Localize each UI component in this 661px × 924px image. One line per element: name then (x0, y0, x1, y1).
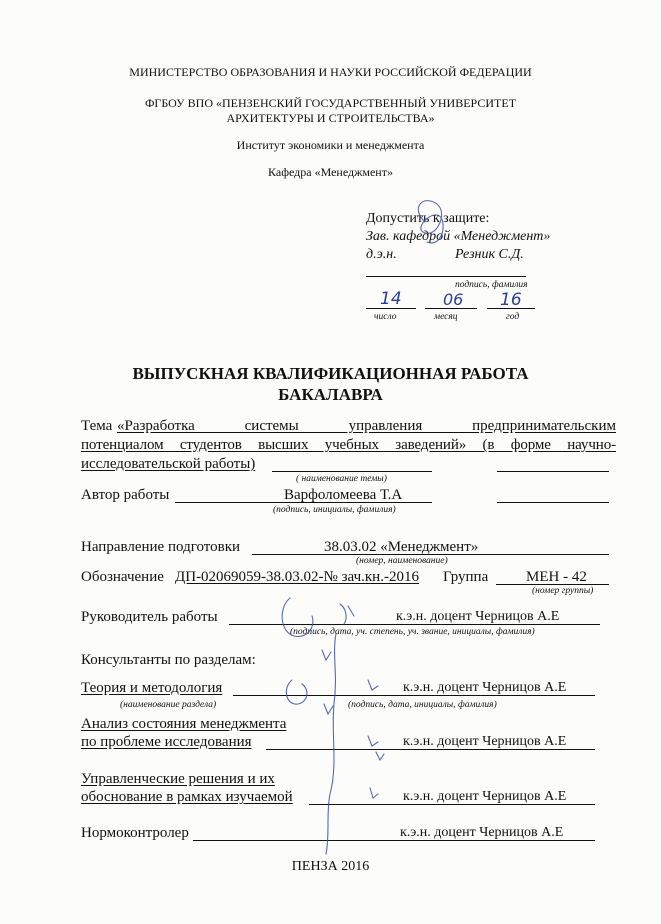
direction-label: Направление подготовки (81, 539, 241, 555)
consultant-3-section-line-1: Управленческие решения и их (81, 771, 275, 787)
supervisor-caption: (подпись, дата, уч. степень, уч. звание, инициалы, фамилия) (290, 627, 535, 637)
consultant-2-value: к.э.н. доцент Черницов А.Е (403, 734, 567, 749)
topic-underline-a (272, 471, 432, 472)
ministry-title: МИНИСТЕРСТВО ОБРАЗОВАНИЯ И НАУКИ РОССИЙСКОЙ ФЕДЕРАЦИИ (129, 65, 532, 79)
date-year-caption: год (506, 312, 520, 322)
designation-value: ДП-02069059-38.03.02-№ зач.кн.-2016 (175, 569, 419, 585)
admitted-label: Допустить к защите: (366, 211, 490, 226)
long-signature-tail (326, 634, 336, 854)
consultant-3-mark (370, 788, 378, 798)
topic-caption: ( наименование темы) (296, 474, 387, 484)
normcontrol-label: Нормоконтролер (81, 825, 189, 841)
topic-underline-b (497, 471, 609, 472)
date-day-caption: число (374, 312, 397, 322)
department-name: Кафедра «Менеджмент» (268, 165, 393, 179)
consultant-3-value: к.э.н. доцент Черницов А.Е (403, 789, 567, 804)
thesis-title-line-1: ВЫПУСКНАЯ КВАЛИФИКАЦИОННАЯ РАБОТА (132, 364, 529, 383)
section-caption: (наименование раздела) (120, 700, 217, 710)
consultant-2-section-line-2: по проблеме исследования (81, 734, 252, 750)
consultant-1-section: Теория и методология (81, 680, 223, 696)
small-check-2 (324, 704, 333, 714)
signature-caption: подпись, фамилия (455, 280, 528, 290)
supervisor-label: Руководитель работы (81, 609, 218, 625)
head-degree: д.э.н. (366, 247, 397, 262)
head-of-department: Зав. кафедрой «Менеджмент» (366, 229, 551, 244)
group-value: МЕН - 42 (526, 569, 587, 585)
group-label: Группа (443, 569, 489, 585)
date-day-handwritten: 14 (380, 289, 402, 309)
date-year-handwritten: 16 (500, 290, 522, 310)
consultant-1-mark (368, 680, 378, 690)
topic-label: Тема (81, 418, 113, 434)
consultant-sign-caption: (подпись, дата, инициалы, фамилия) (348, 700, 497, 710)
topic-line-1: «Разработка системы управления предпринимательским (117, 418, 616, 434)
small-check-3 (376, 752, 384, 760)
normcontrol-value: к.э.н. доцент Черницов А.Е (400, 825, 564, 840)
topic-line-2: потенциалом студентов высших учебных заведений» (в форме научно- (81, 437, 616, 453)
author-caption: (подпись, инициалы, фамилия) (273, 505, 396, 515)
university-line-2: АРХИТЕКТУРЫ И СТРОИТЕЛЬСТВА» (226, 111, 435, 125)
city-year: ПЕНЗА 2016 (291, 859, 370, 874)
consultant-2-mark (368, 736, 378, 746)
topic-line-3: исследовательской работы) (81, 456, 256, 472)
university-line-1: ФГБОУ ВПО «ПЕНЗЕНСКИЙ ГОСУДАРСТВЕННЫЙ УНИВЕРСИТЕТ (144, 96, 517, 110)
supervisor-mark (340, 604, 354, 624)
head-name: Резник С.Д. (455, 247, 524, 262)
consultant-1-value: к.э.н. доцент Черницов А.Е (403, 680, 567, 695)
designation-label: Обозначение (81, 569, 164, 585)
consultants-label: Консультанты по разделам: (81, 652, 256, 668)
supervisor-value: к.э.н. доцент Черницов А.Е (396, 609, 560, 624)
author-label: Автор работы (81, 487, 170, 503)
consultant-3-section-line-2: обоснование в рамках изучаемой (81, 789, 293, 805)
consultant-2-section-line-1: Анализ состояния менеджмента (81, 716, 287, 732)
institute-name: Институт экономики и менеджмента (236, 138, 425, 152)
signature-line (366, 276, 526, 277)
direction-value: 38.03.02 «Менеджмент» (324, 539, 479, 555)
group-caption: (номер группы) (532, 586, 594, 596)
author-underline-right (497, 502, 609, 503)
thesis-title-line-2: БАКАЛАВРА (278, 385, 383, 404)
date-month-caption: месяц (434, 312, 458, 322)
date-month-handwritten: 06 (443, 290, 464, 309)
small-check-1 (322, 650, 331, 660)
author-value: Варфоломеева Т.А (284, 487, 403, 503)
consultant-1-signature (286, 680, 307, 704)
direction-caption: (номер, наименование) (356, 556, 448, 566)
